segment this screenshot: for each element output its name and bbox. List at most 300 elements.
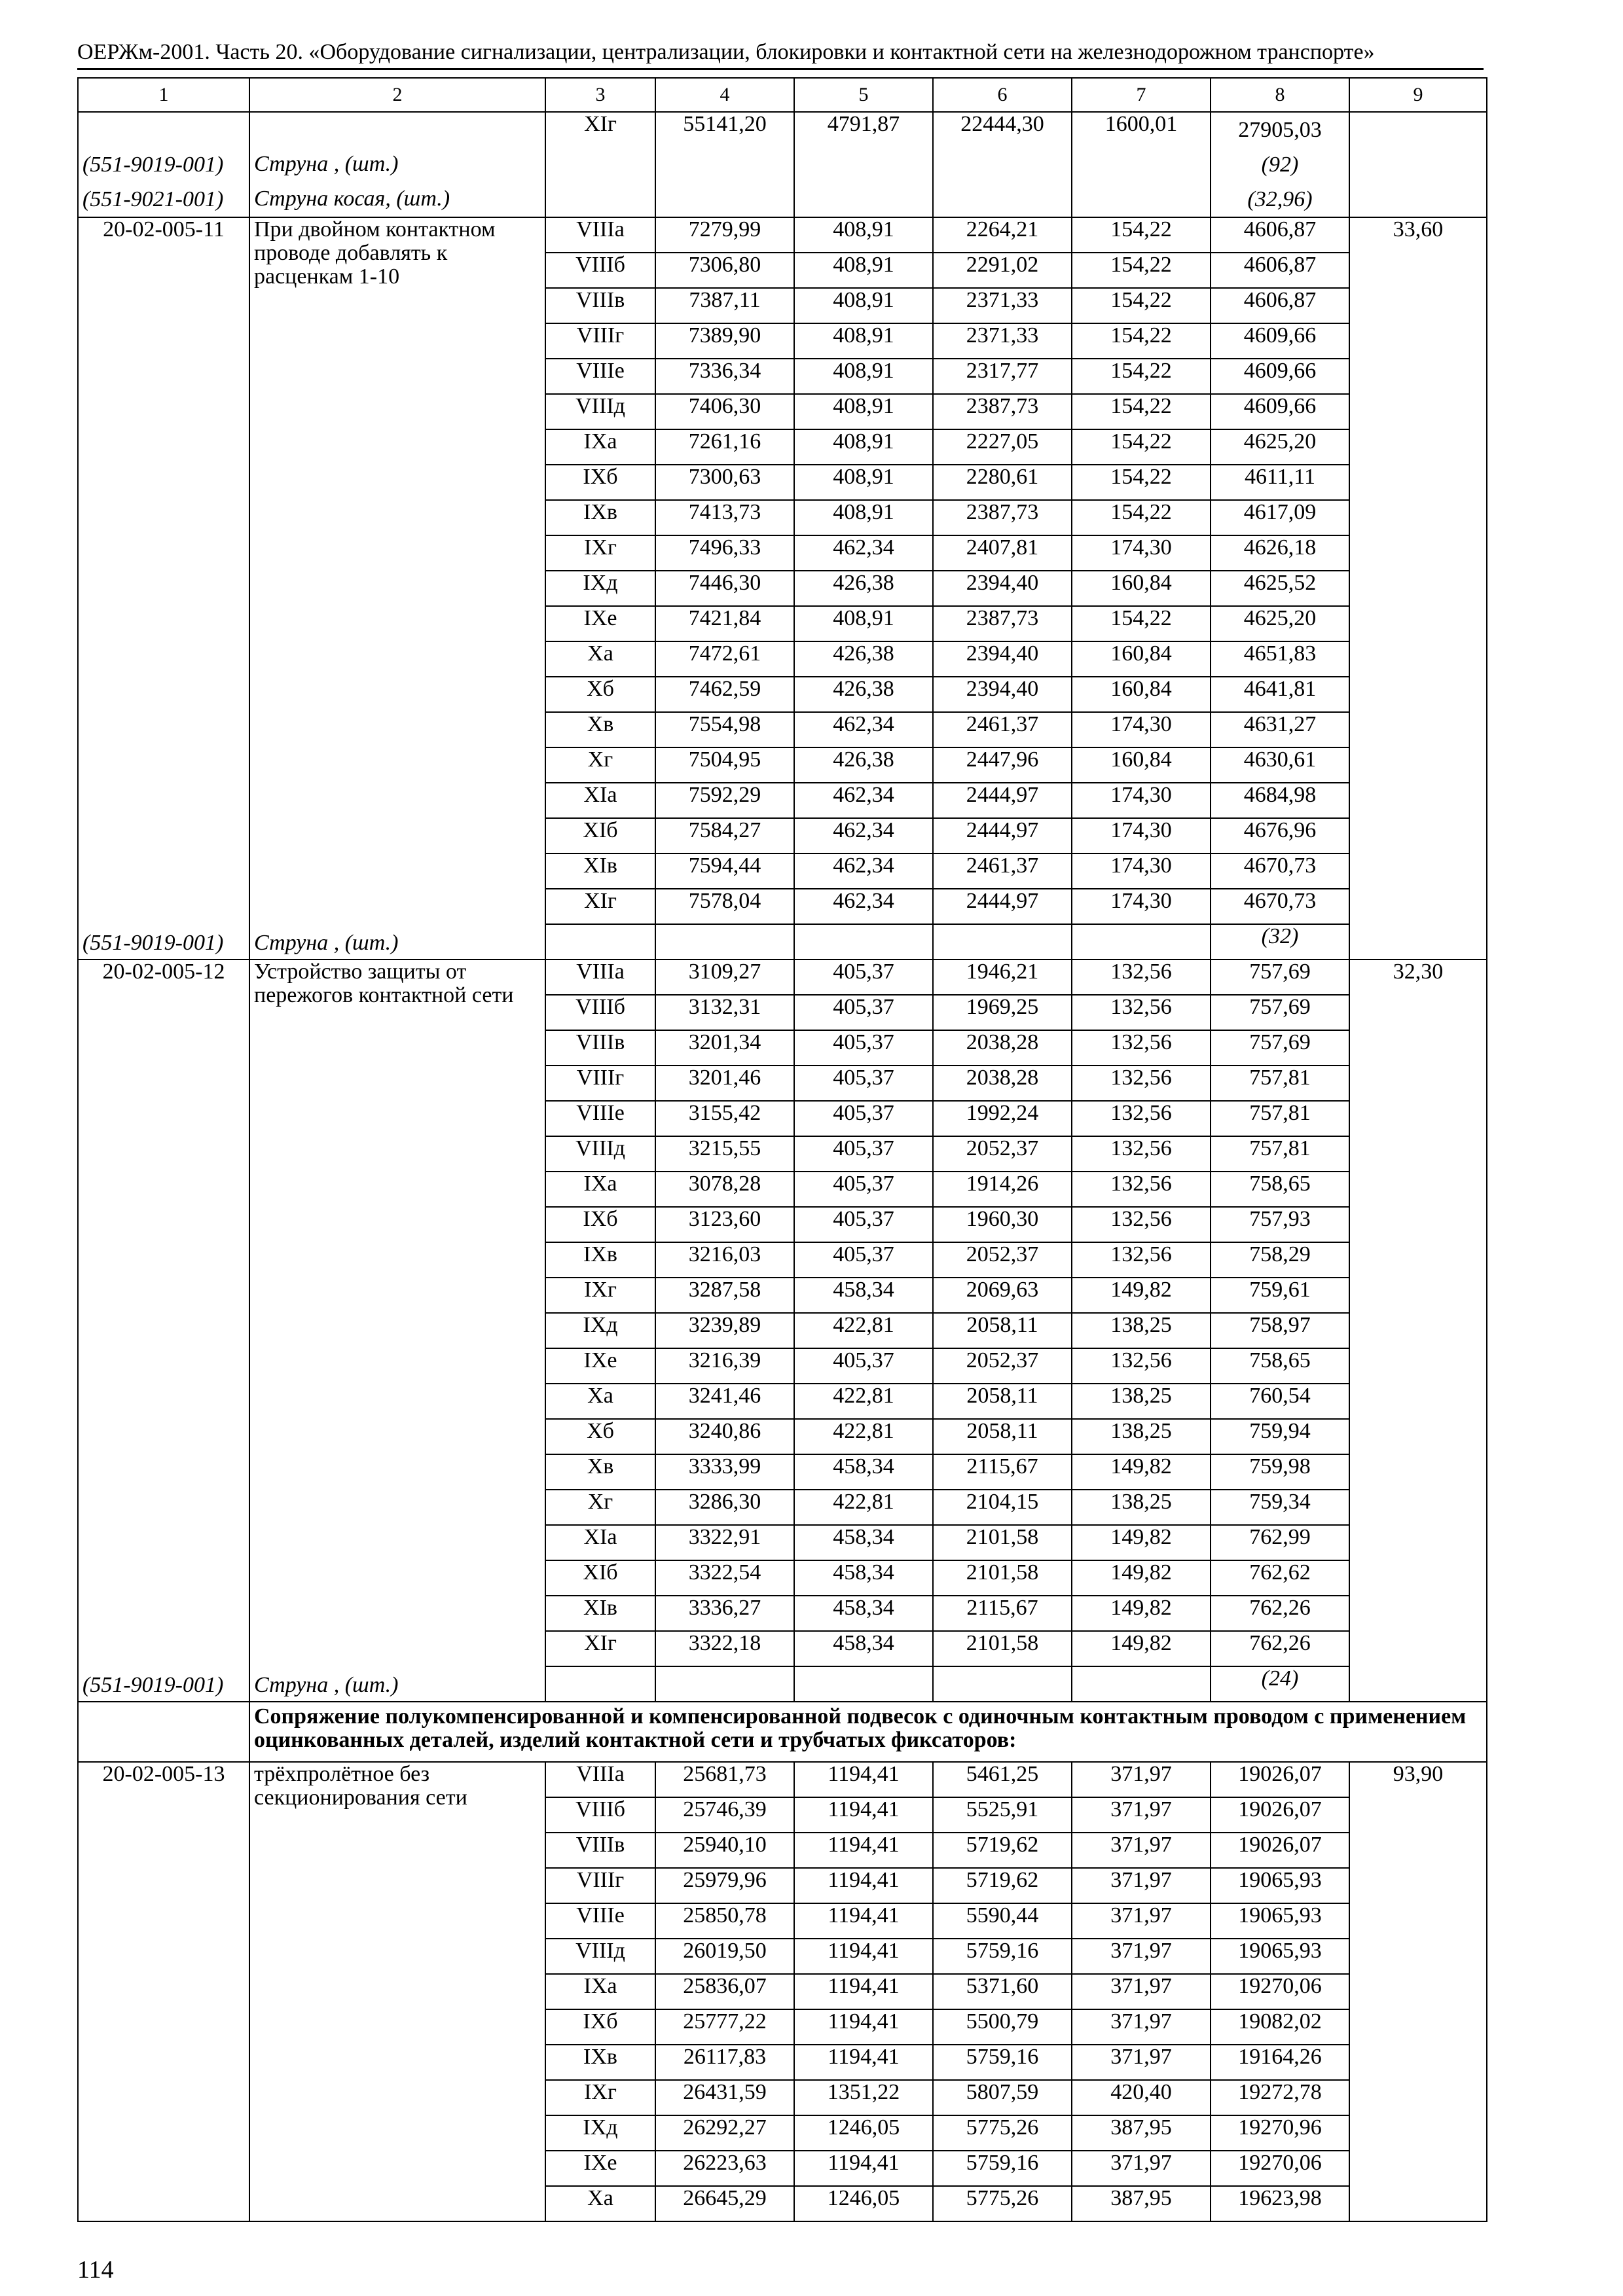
table-cell: 1194,41 bbox=[794, 1903, 933, 1939]
table-cell: 174,30 bbox=[1072, 783, 1211, 818]
table-cell: 174,30 bbox=[1072, 889, 1211, 924]
table-cell: 26117,83 bbox=[655, 2045, 794, 2080]
column-number: 5 bbox=[794, 78, 933, 112]
table-cell: 408,91 bbox=[794, 323, 933, 359]
table-cell: 758,65 bbox=[1211, 1348, 1349, 1384]
table-cell bbox=[794, 1666, 933, 1702]
zone-cell: IXг bbox=[545, 2080, 655, 2115]
table-cell: XIг bbox=[545, 112, 655, 217]
table-cell bbox=[1072, 924, 1211, 960]
table-cell: 19270,96 bbox=[1211, 2115, 1349, 2151]
table-cell: 26431,59 bbox=[655, 2080, 794, 2115]
table-cell: 5759,16 bbox=[933, 2045, 1072, 2080]
table-cell: 1194,41 bbox=[794, 1868, 933, 1903]
table-cell: 5759,16 bbox=[933, 1939, 1072, 1974]
table-cell: 762,26 bbox=[1211, 1631, 1349, 1666]
table-cell: 408,91 bbox=[794, 253, 933, 288]
table-cell: 160,84 bbox=[1072, 677, 1211, 712]
table-cell: 758,65 bbox=[1211, 1172, 1349, 1207]
table-cell: 405,37 bbox=[794, 1066, 933, 1101]
material-names-cell bbox=[249, 112, 545, 217]
table-cell: 154,22 bbox=[1072, 359, 1211, 394]
table-cell: 22444,30 bbox=[933, 112, 1072, 217]
table-cell: 7554,98 bbox=[655, 712, 794, 747]
table-cell: 26645,29 bbox=[655, 2186, 794, 2221]
table-cell: 759,61 bbox=[1211, 1278, 1349, 1313]
table-cell bbox=[655, 1666, 794, 1702]
labor-cost-cell: 33,60 bbox=[1349, 217, 1487, 960]
table-cell: 7336,34 bbox=[655, 359, 794, 394]
table-cell: 4631,27 bbox=[1211, 712, 1349, 747]
table-cell: 4609,66 bbox=[1211, 323, 1349, 359]
table-cell: 132,56 bbox=[1072, 1242, 1211, 1278]
table-cell: 5371,60 bbox=[933, 1974, 1072, 2009]
table-cell: 405,37 bbox=[794, 995, 933, 1030]
zone-cell: VIIIе bbox=[545, 1903, 655, 1939]
table-cell: 4651,83 bbox=[1211, 641, 1349, 677]
rate-name bbox=[249, 217, 545, 960]
table-cell: 2394,40 bbox=[933, 571, 1072, 606]
table-cell: 1194,41 bbox=[794, 1939, 933, 1974]
table-cell: 1194,41 bbox=[794, 1762, 933, 1797]
table-cell: 371,97 bbox=[1072, 1868, 1211, 1903]
table-cell: 7387,11 bbox=[655, 288, 794, 323]
table-cell: 371,97 bbox=[1072, 1833, 1211, 1868]
table-cell bbox=[545, 1666, 655, 1702]
table-cell: 3333,99 bbox=[655, 1454, 794, 1490]
zone-cell: VIIIб bbox=[545, 253, 655, 288]
table-cell: 174,30 bbox=[1072, 712, 1211, 747]
rate-name-text: При двойном контактном проводе добавлять к расценкам 1-10 bbox=[254, 217, 496, 289]
table-cell: 4626,18 bbox=[1211, 535, 1349, 571]
table-cell: 19164,26 bbox=[1211, 2045, 1349, 2080]
table-cell: 25979,96 bbox=[655, 1868, 794, 1903]
table-cell: 3287,58 bbox=[655, 1278, 794, 1313]
zone-cell: IXв bbox=[545, 2045, 655, 2080]
table-cell: 1194,41 bbox=[794, 2151, 933, 2186]
table-cell: 462,34 bbox=[794, 535, 933, 571]
table-cell: 2058,11 bbox=[933, 1419, 1072, 1454]
table-cell: 154,22 bbox=[1072, 394, 1211, 429]
table-cell: 426,38 bbox=[794, 677, 933, 712]
table-cell: 174,30 bbox=[1072, 535, 1211, 571]
zone-cell: IXа bbox=[545, 1974, 655, 2009]
table-cell: 132,56 bbox=[1072, 1030, 1211, 1066]
table-cell: 426,38 bbox=[794, 747, 933, 783]
zone-cell: IXв bbox=[545, 1242, 655, 1278]
zone-cell: Xа bbox=[545, 641, 655, 677]
table-cell bbox=[1349, 112, 1487, 217]
table-cell: 405,37 bbox=[794, 960, 933, 995]
table-cell: 2447,96 bbox=[933, 747, 1072, 783]
zone-cell: VIIIа bbox=[545, 217, 655, 253]
table-cell: 2394,40 bbox=[933, 677, 1072, 712]
rate-name bbox=[249, 960, 545, 1702]
material-name: Струна , (шт.) bbox=[254, 1673, 399, 1697]
table-cell: 408,91 bbox=[794, 288, 933, 323]
table-cell: 2052,37 bbox=[933, 1242, 1072, 1278]
table-cell: 149,82 bbox=[1072, 1631, 1211, 1666]
table-cell: 26019,50 bbox=[655, 1939, 794, 1974]
zone-cell: XIв bbox=[545, 853, 655, 889]
table-cell: 149,82 bbox=[1072, 1525, 1211, 1560]
table-cell: 19026,07 bbox=[1211, 1833, 1349, 1868]
table-cell: 4625,20 bbox=[1211, 429, 1349, 465]
table-cell: 7389,90 bbox=[655, 323, 794, 359]
table-cell bbox=[655, 924, 794, 960]
table-cell: 4791,87 bbox=[794, 112, 933, 217]
table-cell: 422,81 bbox=[794, 1313, 933, 1348]
table-cell: 387,95 bbox=[1072, 2186, 1211, 2221]
table-cell: 154,22 bbox=[1072, 253, 1211, 288]
zone-cell: Xа bbox=[545, 1384, 655, 1419]
table-cell: 408,91 bbox=[794, 465, 933, 500]
table-cell: 2280,61 bbox=[933, 465, 1072, 500]
rate-name bbox=[249, 1762, 545, 2221]
table-cell: 2461,37 bbox=[933, 853, 1072, 889]
zone-cell: Xб bbox=[545, 1419, 655, 1454]
table-cell: 762,62 bbox=[1211, 1560, 1349, 1596]
table-cell: 4606,87 bbox=[1211, 288, 1349, 323]
table-cell: 408,91 bbox=[794, 429, 933, 465]
table-cell: 371,97 bbox=[1072, 2151, 1211, 2186]
zone-cell: VIIIг bbox=[545, 1868, 655, 1903]
table-cell: 7279,99 bbox=[655, 217, 794, 253]
material-name: Струна , (шт.) bbox=[254, 931, 399, 955]
column-number: 8 bbox=[1211, 78, 1349, 112]
table-cell: 2052,37 bbox=[933, 1348, 1072, 1384]
table-cell: 2115,67 bbox=[933, 1454, 1072, 1490]
table-cell: 462,34 bbox=[794, 783, 933, 818]
table-cell: 25681,73 bbox=[655, 1762, 794, 1797]
material-name: Струна , (шт.) bbox=[254, 152, 399, 176]
table-cell: 7584,27 bbox=[655, 818, 794, 853]
table-cell: 4611,11 bbox=[1211, 465, 1349, 500]
zone-cell: Xв bbox=[545, 712, 655, 747]
table-cell: 7594,44 bbox=[655, 853, 794, 889]
zone-cell: IXе bbox=[545, 1348, 655, 1384]
table-cell: 138,25 bbox=[1072, 1419, 1211, 1454]
table-cell: 149,82 bbox=[1072, 1560, 1211, 1596]
zone-cell: IXе bbox=[545, 2151, 655, 2186]
table-cell: 4609,66 bbox=[1211, 394, 1349, 429]
zone-cell: XIа bbox=[545, 783, 655, 818]
table-cell: 462,34 bbox=[794, 712, 933, 747]
table-cell: 4641,81 bbox=[1211, 677, 1349, 712]
table-cell: 25777,22 bbox=[655, 2009, 794, 2045]
table-cell: 759,34 bbox=[1211, 1490, 1349, 1525]
table-row bbox=[78, 217, 1487, 253]
table-cell: 405,37 bbox=[794, 1030, 933, 1066]
table-cell: 2038,28 bbox=[933, 1030, 1072, 1066]
table-cell: 132,56 bbox=[1072, 1172, 1211, 1207]
zone-cell: VIIIе bbox=[545, 1101, 655, 1136]
table-cell: 422,81 bbox=[794, 1384, 933, 1419]
table-cell: 132,56 bbox=[1072, 995, 1211, 1030]
table-cell: 3201,46 bbox=[655, 1066, 794, 1101]
table-cell: 757,69 bbox=[1211, 1030, 1349, 1066]
table-cell: 138,25 bbox=[1072, 1490, 1211, 1525]
table-cell: 26292,27 bbox=[655, 2115, 794, 2151]
table-cell: 154,22 bbox=[1072, 429, 1211, 465]
material-value: (92) bbox=[1261, 152, 1299, 177]
zone-cell: VIIIб bbox=[545, 995, 655, 1030]
material-codes-cell bbox=[78, 112, 249, 217]
table-cell: 762,26 bbox=[1211, 1596, 1349, 1631]
table-cell: 759,94 bbox=[1211, 1419, 1349, 1454]
zone-cell: IXг bbox=[545, 1278, 655, 1313]
table-cell: 7504,95 bbox=[655, 747, 794, 783]
table-cell bbox=[1211, 112, 1349, 217]
zone-cell: IXб bbox=[545, 2009, 655, 2045]
table-cell: 5590,44 bbox=[933, 1903, 1072, 1939]
table-cell: 19623,98 bbox=[1211, 2186, 1349, 2221]
rate-code-value: 20-02-005-11 bbox=[103, 217, 225, 242]
table-cell: 4625,20 bbox=[1211, 606, 1349, 641]
table-cell: 2052,37 bbox=[933, 1136, 1072, 1172]
table-cell: 25746,39 bbox=[655, 1797, 794, 1833]
material-name: Струна косая, (шт.) bbox=[254, 187, 450, 211]
table-cell: 132,56 bbox=[1072, 1066, 1211, 1101]
table-cell: 387,95 bbox=[1072, 2115, 1211, 2151]
table-cell: 1914,26 bbox=[933, 1172, 1072, 1207]
table-cell: 7306,80 bbox=[655, 253, 794, 288]
table-cell: 405,37 bbox=[794, 1101, 933, 1136]
zone-cell: XIг bbox=[545, 889, 655, 924]
zone-cell: IXа bbox=[545, 429, 655, 465]
table-cell: 19065,93 bbox=[1211, 1903, 1349, 1939]
table-cell: 19026,07 bbox=[1211, 1762, 1349, 1797]
table-cell: 5500,79 bbox=[933, 2009, 1072, 2045]
zone-cell: VIIIв bbox=[545, 288, 655, 323]
zone-cell: VIIIб bbox=[545, 1797, 655, 1833]
table-cell: 2387,73 bbox=[933, 394, 1072, 429]
table-cell: 2387,73 bbox=[933, 606, 1072, 641]
table-cell: 1194,41 bbox=[794, 2009, 933, 2045]
table-cell: 7578,04 bbox=[655, 889, 794, 924]
table-cell: 25836,07 bbox=[655, 1974, 794, 2009]
table-cell: 3286,30 bbox=[655, 1490, 794, 1525]
table-cell: 7261,16 bbox=[655, 429, 794, 465]
table-cell: 2058,11 bbox=[933, 1313, 1072, 1348]
table-cell: 132,56 bbox=[1072, 1101, 1211, 1136]
rate-name-text: Устройство защиты от пережогов контактной сети bbox=[254, 960, 514, 1007]
zone-cell: VIIIв bbox=[545, 1030, 655, 1066]
table-cell: 25940,10 bbox=[655, 1833, 794, 1868]
table-cell: 3109,27 bbox=[655, 960, 794, 995]
zone-cell: IXд bbox=[545, 571, 655, 606]
table-cell: 5719,62 bbox=[933, 1833, 1072, 1868]
table-cell: 4606,87 bbox=[1211, 253, 1349, 288]
table-cell: 2101,58 bbox=[933, 1525, 1072, 1560]
table-cell: 7462,59 bbox=[655, 677, 794, 712]
table-cell: 174,30 bbox=[1072, 853, 1211, 889]
material-value: (32) bbox=[1211, 924, 1349, 960]
table-cell: 371,97 bbox=[1072, 1797, 1211, 1833]
table-cell: 371,97 bbox=[1072, 1903, 1211, 1939]
table-cell: 2069,63 bbox=[933, 1278, 1072, 1313]
zone-cell: IXе bbox=[545, 606, 655, 641]
table-cell: 462,34 bbox=[794, 853, 933, 889]
table-cell: 154,22 bbox=[1072, 606, 1211, 641]
table-cell: 3155,42 bbox=[655, 1101, 794, 1136]
column-number: 6 bbox=[933, 78, 1072, 112]
table-cell: 458,34 bbox=[794, 1631, 933, 1666]
table-cell: 408,91 bbox=[794, 606, 933, 641]
price-table bbox=[77, 77, 1487, 2222]
table-cell: 3123,60 bbox=[655, 1207, 794, 1242]
zone-cell: Xг bbox=[545, 1490, 655, 1525]
zone-cell: XIг bbox=[545, 1631, 655, 1666]
table-cell: 405,37 bbox=[794, 1242, 933, 1278]
table-cell: 1351,22 bbox=[794, 2080, 933, 2115]
material-code: (551-9019-001) bbox=[82, 1673, 224, 1697]
caption-row bbox=[78, 1702, 1487, 1762]
material-value: (24) bbox=[1211, 1666, 1349, 1702]
table-cell: 1194,41 bbox=[794, 1974, 933, 2009]
table-cell: 7472,61 bbox=[655, 641, 794, 677]
zone-cell: XIа bbox=[545, 1525, 655, 1560]
table-cell: 2058,11 bbox=[933, 1384, 1072, 1419]
zone-cell: XIб bbox=[545, 1560, 655, 1596]
table-cell: 132,56 bbox=[1072, 960, 1211, 995]
table-cell: 19082,02 bbox=[1211, 2009, 1349, 2045]
table-cell: 458,34 bbox=[794, 1596, 933, 1631]
table-cell: 462,34 bbox=[794, 818, 933, 853]
zone-cell: XIб bbox=[545, 818, 655, 853]
table-cell: 149,82 bbox=[1072, 1454, 1211, 1490]
zone-cell: IXд bbox=[545, 2115, 655, 2151]
table-cell: 757,69 bbox=[1211, 960, 1349, 995]
zone-cell: Xб bbox=[545, 677, 655, 712]
table-cell: 2444,97 bbox=[933, 783, 1072, 818]
table-cell: 458,34 bbox=[794, 1278, 933, 1313]
zone-cell: Xв bbox=[545, 1454, 655, 1490]
table-cell: 458,34 bbox=[794, 1525, 933, 1560]
table-cell bbox=[794, 924, 933, 960]
table-cell: 7421,84 bbox=[655, 606, 794, 641]
table-cell: 4609,66 bbox=[1211, 359, 1349, 394]
table-cell: 408,91 bbox=[794, 217, 933, 253]
table-cell: 132,56 bbox=[1072, 1348, 1211, 1384]
table-cell: 19065,93 bbox=[1211, 1939, 1349, 1974]
table-cell: 154,22 bbox=[1072, 217, 1211, 253]
table-cell: 2264,21 bbox=[933, 217, 1072, 253]
table-cell: 3336,27 bbox=[655, 1596, 794, 1631]
table-cell: 1969,25 bbox=[933, 995, 1072, 1030]
table-cell: 3132,31 bbox=[655, 995, 794, 1030]
table-cell: 422,81 bbox=[794, 1490, 933, 1525]
table-cell: 4684,98 bbox=[1211, 783, 1349, 818]
table-cell: 5807,59 bbox=[933, 2080, 1072, 2115]
table-cell bbox=[78, 1702, 249, 1762]
table-cell: 757,81 bbox=[1211, 1101, 1349, 1136]
table-cell: 3322,91 bbox=[655, 1525, 794, 1560]
table-cell bbox=[933, 1666, 1072, 1702]
table-cell: 405,37 bbox=[794, 1348, 933, 1384]
zone-cell: IXв bbox=[545, 500, 655, 535]
table-cell: 2444,97 bbox=[933, 818, 1072, 853]
table-cell: 2101,58 bbox=[933, 1631, 1072, 1666]
table-cell: 371,97 bbox=[1072, 1939, 1211, 1974]
table-cell: 757,93 bbox=[1211, 1207, 1349, 1242]
table-cell: 458,34 bbox=[794, 1454, 933, 1490]
zone-cell: VIIIв bbox=[545, 1833, 655, 1868]
table-cell: 25850,78 bbox=[655, 1903, 794, 1939]
labor-cost-cell: 93,90 bbox=[1349, 1762, 1487, 2221]
table-cell: 7446,30 bbox=[655, 571, 794, 606]
rate-code-value: 20-02-005-13 bbox=[102, 1762, 225, 1786]
table-cell: 154,22 bbox=[1072, 500, 1211, 535]
column-number-row bbox=[78, 78, 1487, 112]
table-cell: 757,81 bbox=[1211, 1136, 1349, 1172]
table-row bbox=[78, 960, 1487, 995]
table-cell: 5759,16 bbox=[933, 2151, 1072, 2186]
table-cell: 7406,30 bbox=[655, 394, 794, 429]
table-body bbox=[78, 78, 1487, 2221]
table-cell: 1246,05 bbox=[794, 2115, 933, 2151]
table-cell: 760,54 bbox=[1211, 1384, 1349, 1419]
table-cell: 2101,58 bbox=[933, 1560, 1072, 1596]
table-cell: 3240,86 bbox=[655, 1419, 794, 1454]
rate-code bbox=[78, 217, 249, 960]
zone-cell: Xа bbox=[545, 2186, 655, 2221]
zone-cell: VIIIд bbox=[545, 1939, 655, 1974]
table-cell bbox=[933, 924, 1072, 960]
table-cell: 1992,24 bbox=[933, 1101, 1072, 1136]
rate-code bbox=[78, 960, 249, 1702]
table-cell: 3201,34 bbox=[655, 1030, 794, 1066]
table-cell: 138,25 bbox=[1072, 1313, 1211, 1348]
table-cell: 3078,28 bbox=[655, 1172, 794, 1207]
table-cell: 426,38 bbox=[794, 571, 933, 606]
column-number: 7 bbox=[1072, 78, 1211, 112]
table-cell: 4606,87 bbox=[1211, 217, 1349, 253]
table-cell: 762,99 bbox=[1211, 1525, 1349, 1560]
table-cell: 7592,29 bbox=[655, 783, 794, 818]
table-cell: 1946,21 bbox=[933, 960, 1072, 995]
table-cell: 2104,15 bbox=[933, 1490, 1072, 1525]
table-cell: 7496,33 bbox=[655, 535, 794, 571]
table-cell: 7300,63 bbox=[655, 465, 794, 500]
table-cell: 4630,61 bbox=[1211, 747, 1349, 783]
table-cell: 2444,97 bbox=[933, 889, 1072, 924]
table-cell: 26223,63 bbox=[655, 2151, 794, 2186]
material-code: (551-9019-001) bbox=[82, 152, 224, 177]
table-cell: 132,56 bbox=[1072, 1207, 1211, 1242]
table-cell: 149,82 bbox=[1072, 1596, 1211, 1631]
rate-name-text: трёхпролётное без секционирования сети bbox=[254, 1762, 467, 1810]
table-cell: 5461,25 bbox=[933, 1762, 1072, 1797]
table-cell: 19270,06 bbox=[1211, 2151, 1349, 2186]
section-caption: Сопряжение полукомпенсированной и компенсированной подвесок с одиночным контактным проводом с применением оцинкованных деталей, изделий контактной сети и трубчатых фиксаторов: bbox=[249, 1702, 1487, 1762]
table-cell: 149,82 bbox=[1072, 1278, 1211, 1313]
table-cell: 462,34 bbox=[794, 889, 933, 924]
table-cell: 154,22 bbox=[1072, 323, 1211, 359]
table-cell: 160,84 bbox=[1072, 571, 1211, 606]
table-cell: 758,29 bbox=[1211, 1242, 1349, 1278]
table-cell: 405,37 bbox=[794, 1136, 933, 1172]
zone-cell: VIIIе bbox=[545, 359, 655, 394]
table-cell: 2115,67 bbox=[933, 1596, 1072, 1631]
column-number: 9 bbox=[1349, 78, 1487, 112]
page-number: 114 bbox=[77, 2256, 114, 2284]
table-cell: 3322,54 bbox=[655, 1560, 794, 1596]
table-cell bbox=[545, 924, 655, 960]
table-row bbox=[78, 1762, 1487, 1797]
table-cell: 5775,26 bbox=[933, 2186, 1072, 2221]
zone-cell: IXб bbox=[545, 1207, 655, 1242]
